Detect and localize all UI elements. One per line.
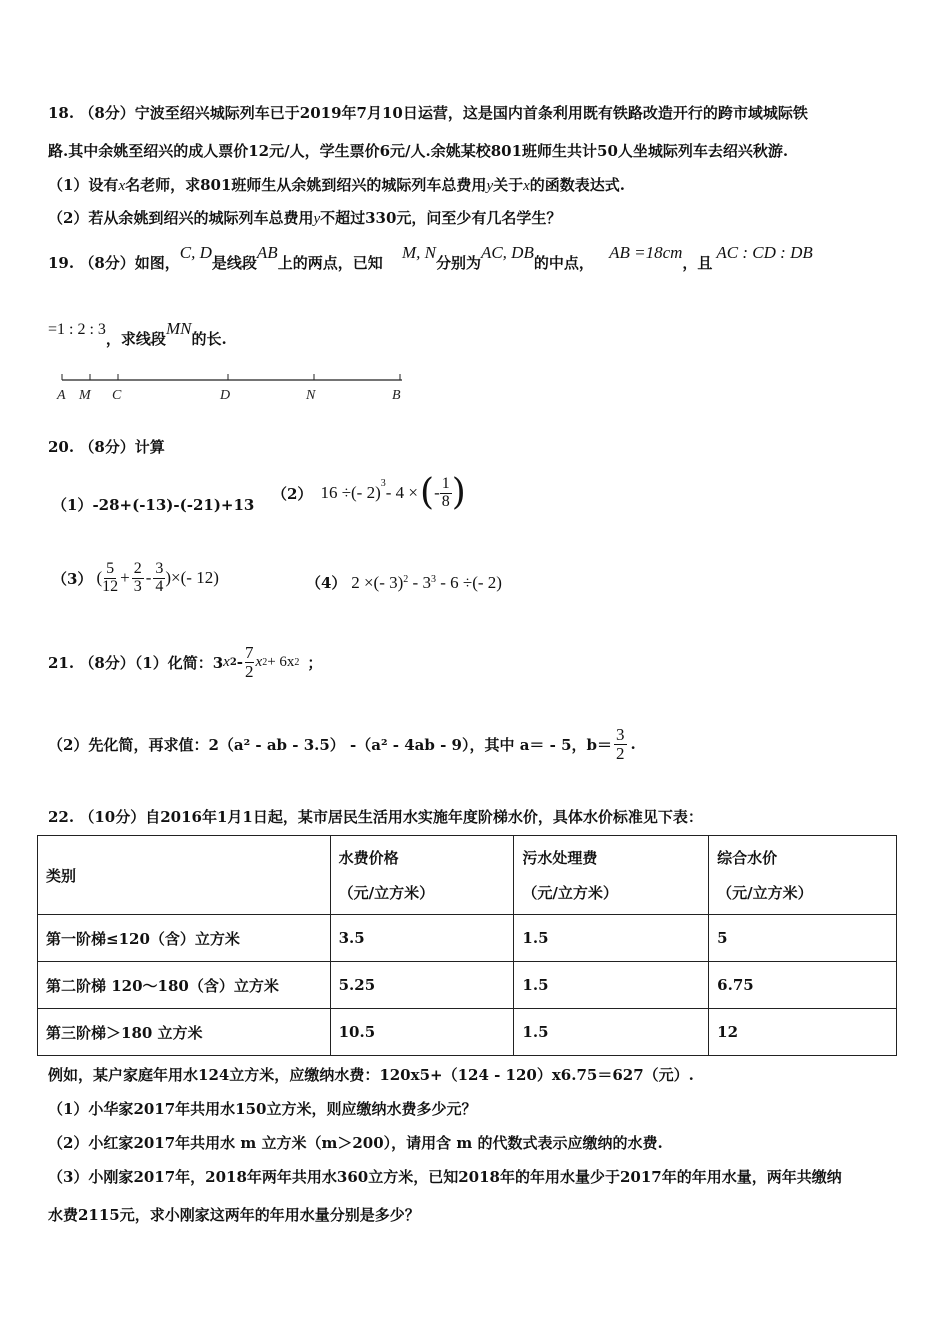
segment-diagram <box>50 370 420 406</box>
table-cell: 第三阶梯＞180 立方米 <box>38 1009 331 1056</box>
q22-part1: （1）小华家2017年共用水150立方米，则应缴纳水费多少元？ <box>48 1100 477 1118</box>
table-row <box>38 1009 897 1056</box>
q18-line2: 路.其中余姚至绍兴的成人票价12元/人，学生票价6元/人.余姚某校801班师生共计50人坐城际列车去绍兴秋游. <box>48 142 789 160</box>
table-cell: 12 <box>709 1009 897 1056</box>
paren-open: ( <box>420 472 435 513</box>
water-price-table <box>37 835 897 1056</box>
table-row <box>38 915 897 962</box>
header-water-fee: 水费价格 （元/立方米） <box>330 836 514 915</box>
label-c: C <box>112 388 122 403</box>
q18-part2: （2）若从余姚到绍兴的城际列车总费用y不超过330元，问至少有几名学生？ <box>48 209 562 227</box>
table-cell: 1.5 <box>514 1009 709 1056</box>
table-cell: 1.5 <box>514 915 709 962</box>
q21-part2: （2）先化简，再求值：2（a² - ab - 3.5） -（a² - 4ab - 9），其中 a＝ - 5，b＝ 3 2 . <box>48 724 636 763</box>
q18-line1: 18. （8分）宁波至绍兴城际列车已于2019年7月10日运营，这是国内首条利用既有铁路改造开行的跨市域城际铁 <box>48 104 808 122</box>
table-cell: 6.75 <box>709 962 897 1009</box>
label-a: A <box>57 388 66 403</box>
header-category: 类别 <box>38 836 331 915</box>
q22-part3-line1: （3）小刚家2017年，2018年两年共用水360立方米，已知2018年的年用水量少于2017年的年用水量，两年共缴纳 <box>48 1168 842 1186</box>
table-cell: 第一阶梯≤120（含）立方米 <box>38 915 331 962</box>
table-cell: 第二阶梯 120～180（含）立方米 <box>38 962 331 1009</box>
table-header-row <box>38 836 897 915</box>
q22-part2: （2）小红家2017年共用水 m 立方米（m＞200），请用含 m 的代数式表示应缴纳的水费. <box>48 1134 663 1152</box>
label-b: B <box>392 388 401 403</box>
q19-line2: =1 : 2 : 3，求线段MN的长. <box>48 319 227 348</box>
q20-part3: （3） ( 5 12 + $\frac{2}{3}$ - 3 4 )×(- 12) <box>52 559 219 595</box>
q21-part1: 21. （8分）（1）化简：3 x 2 - 7 2 x 2 + 6x 2 ； <box>48 642 323 681</box>
q22-part3-line2: 水费2115元，求小刚家这两年的年用水量分别是多少？ <box>48 1206 420 1224</box>
table-cell: 5.25 <box>330 962 514 1009</box>
paren-close: ) <box>451 472 466 513</box>
table-cell: 1.5 <box>514 962 709 1009</box>
q22-example: 例如，某户家庭年用水124立方米，应缴纳水费：120x5+（124 - 120）x6.75＝627（元）. <box>48 1066 694 1084</box>
header-total-price: 综合水价 （元/立方米） <box>709 836 897 915</box>
q18-part1: （1）设有x名老师，求801班师生从余姚到绍兴的城际列车总费用y关于x的函数表达式. <box>48 176 626 194</box>
table-cell: 5 <box>709 915 897 962</box>
q20-part1: （1）-28+(-13)-(-21)+13 <box>52 496 255 514</box>
table-cell: 10.5 <box>330 1009 514 1056</box>
q20-part2: （2） 16 ÷(- 2) $^3$ - 4 × ( - 1 8 ) <box>272 472 466 513</box>
label-d: D <box>220 388 231 403</box>
q20-title: 20. （8分）计算 <box>48 438 165 456</box>
q20-part4: （4） 2 ×(- $3)^2 - 3^3 - 6$ ÷(- 2) <box>306 573 502 592</box>
q19-line1: 19. （8分）如图，C, D是线段AB上的两点，已知 M, N分别为AC, DB的中点， AB =18cm，且AC : CD : DB <box>48 243 813 272</box>
table-cell: 3.5 <box>330 915 514 962</box>
frac-1-8: 1 8 <box>441 474 450 510</box>
label-n: N <box>306 388 316 403</box>
q22-intro: 22. （10分）自2016年1月1日起，某市居民生活用水实施年度阶梯水价，具体水价标准见下表： <box>48 808 703 826</box>
label-m: M <box>79 388 91 403</box>
header-sewage-fee: 污水处理费 （元/立方米） <box>514 836 709 915</box>
table-row <box>38 962 897 1009</box>
